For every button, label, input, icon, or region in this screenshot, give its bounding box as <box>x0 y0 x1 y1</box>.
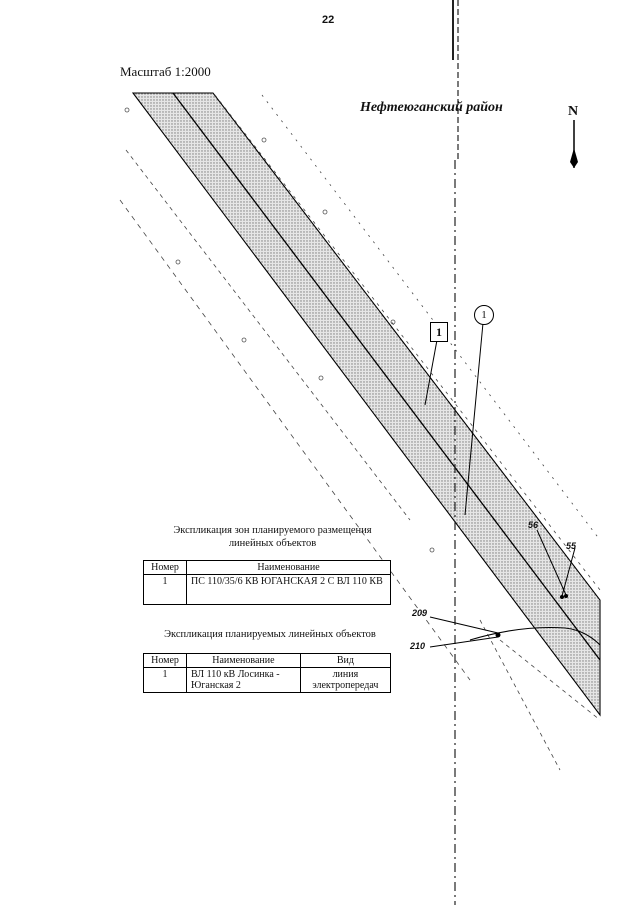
objects-table-caption: Экспликация планируемых линейных объектов <box>164 629 376 640</box>
point-label-55: 55 <box>566 541 577 551</box>
point-label-210: 210 <box>410 641 426 651</box>
north-arrow-icon <box>570 120 578 168</box>
objects-cell-type: линия электропередач <box>300 668 390 693</box>
objects-header-number: Номер <box>144 654 187 668</box>
zones-table-caption: Экспликация зон планируемого размещения линейных объектов <box>173 525 372 549</box>
objects-cell-name: ВЛ 110 кВ Лосинка - Юганская 2 <box>187 668 301 693</box>
point-label-209: 209 <box>412 608 428 618</box>
page-number: 22 <box>322 14 335 26</box>
object-marker: 1 <box>474 305 494 325</box>
zone-marker: 1 <box>430 322 448 342</box>
zones-header-number: Номер <box>144 561 187 575</box>
scale-label: Масштаб 1:2000 <box>120 64 211 79</box>
district-label: Нефтеюганский район <box>360 100 503 115</box>
point-label-56: 56 <box>528 520 539 530</box>
zones-cell-name: ПС 110/35/6 КВ ЮГАНСКАЯ 2 С ВЛ 110 КВ <box>187 575 391 605</box>
north-letter: N <box>568 104 579 119</box>
zones-cell-number: 1 <box>144 575 187 605</box>
zones-header-name: Наименование <box>187 561 391 575</box>
objects-header-type: Вид <box>300 654 390 668</box>
objects-header-name: Наименование <box>187 654 301 668</box>
planned-zone-band <box>133 93 600 715</box>
zones-table <box>143 560 391 605</box>
objects-cell-number: 1 <box>144 668 187 693</box>
objects-table <box>143 653 391 693</box>
